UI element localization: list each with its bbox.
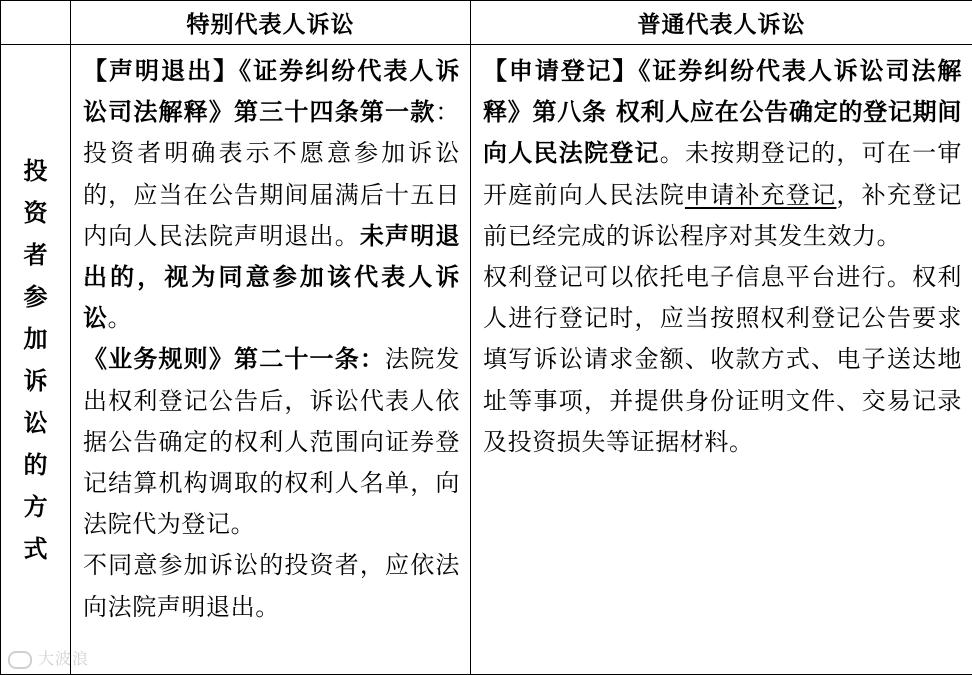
row-label-char: 参: [23, 282, 48, 311]
header-ordinary: 普通代表人诉讼: [471, 1, 972, 45]
special-paragraph-3: 不同意参加诉讼的投资者，应依法向法院声明退出。: [83, 551, 460, 621]
row-label-char: 诉: [23, 366, 48, 395]
special-rule-ref: 《业务规则》第二十一条：: [83, 345, 386, 374]
special-cell: [71, 45, 471, 675]
ordinary-article-text: 。未按期登记的，可在一审开庭前向人民法院: [483, 139, 963, 209]
ordinary-supplement-link: 申请补充登记: [684, 180, 837, 209]
ordinary-paragraph-2: 权利登记可以依托电子信息平台进行。权利人进行登记时，应当按照权利登记公告要求填写诉讼请求金额、收款方式、电子送达地址等事项，并提供身份证明文件、交易记录及投资损失等证据材料。: [483, 263, 962, 456]
watermark-logo-icon: [8, 651, 32, 669]
special-article-ref: 【声明退出】《证券纠纷代表人诉讼司法解释》第三十四条第一款: [83, 57, 460, 127]
row-label-char: 加: [23, 324, 48, 353]
header-row: [1, 1, 972, 45]
special-paragraph-2: [83, 339, 460, 545]
row-label: [1, 45, 71, 675]
row-label-char: 者: [23, 240, 48, 269]
watermark-text: 大波浪: [38, 649, 90, 668]
header-special: 特别代表人诉讼: [71, 1, 471, 45]
special-paragraph-1: [83, 51, 460, 339]
ordinary-paragraph-1: [483, 51, 962, 257]
header-empty-cell: [1, 1, 71, 45]
special-article-text: ：投资者明确表示不愿意参加诉讼的，应当在公告期间届满后十五日内向人民法院声明退出。: [83, 98, 460, 250]
special-deemed-consent: 未声明退出的，视为同意参加该代表人诉讼: [83, 221, 460, 333]
row-label-char: 投: [23, 156, 48, 185]
content-row: [1, 45, 972, 675]
row-label-char: 讼: [23, 408, 48, 437]
ordinary-cell: [471, 45, 972, 675]
ordinary-article-ref: 【申请登记】《证券纠纷代表人诉讼司法解释》第八条 权利人应在公告确定的登记期间向人民法院登记: [483, 57, 962, 168]
row-label-char: 资: [23, 198, 48, 227]
special-period: 。: [107, 304, 133, 333]
row-label-char: 的: [23, 450, 48, 479]
ordinary-article-text-2: ，补充登记前已经完成的诉讼程序对其发生效力。: [483, 180, 962, 250]
row-label-char: 式: [23, 534, 48, 563]
watermark: [8, 646, 89, 669]
special-rule-text: 法院发出权利登记公告后，诉讼代表人依据公告确定的权利人范围向证券登记结算机构调取的权利人名单，向法院代为登记。: [83, 345, 460, 539]
row-label-char: 方: [23, 492, 48, 521]
